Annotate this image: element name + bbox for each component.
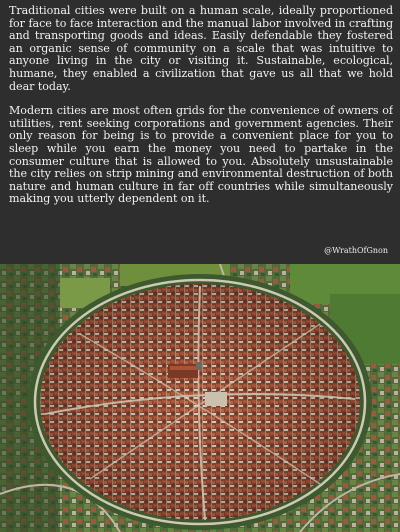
paragraph-traditional-cities: Traditional cities were built on a human scale, ideally proportioned for face to face interaction and the manual labor involved in crafting and transporting goods and ideas. Easily defendable they fostered an organic sense of community on a scale that was intuitive to anyone living in the city or visiting it. Sustainable, ecological, humane, they enabled a civilization that gave us all that we hold dear today. <box>9 5 393 93</box>
author-handle: @WrathOfGnon <box>324 246 388 255</box>
essay-text <box>9 5 393 257</box>
paragraph-modern-cities: Modern cities are most often grids for the convenience of owners of utilities, rent seeking corporations and government agencies. Their only reason for being is to provide a convenient place for you to sleep while you earn the money you need to partake in the consumer culture that is allowed to you. Absolutely unsustainable the city relies on strip mining and environmental destruction of both nature and human culture in far off countries while simultaneously making you utterly dependent on it. <box>9 104 393 206</box>
aerial-town-photo <box>0 264 400 532</box>
